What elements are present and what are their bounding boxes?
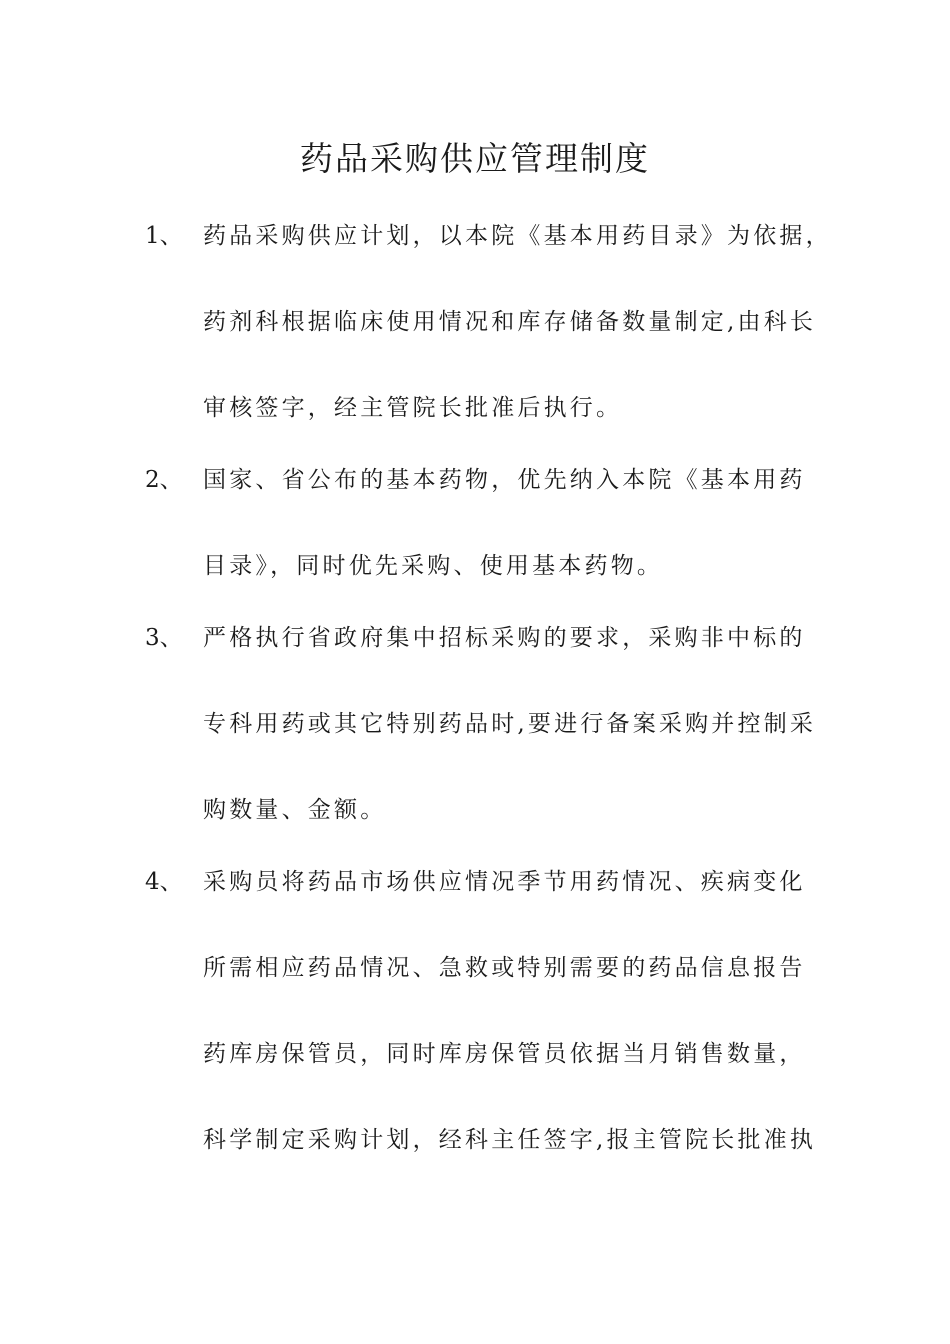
item-4-line-4: 科学制定采购计划，经科主任签字,报主管院长批准执 [203, 1127, 817, 1153]
item-1-line-1: 药品采购供应计划，以本院《基本用药目录》为依据， [203, 223, 832, 249]
item-number-4: 4、 [145, 869, 183, 895]
item-number-2: 2、 [145, 467, 183, 493]
item-1-line-3: 审核签字，经主管院长批准后执行。 [203, 395, 623, 421]
item-3-line-1: 严格执行省政府集中招标采购的要求，采购非中标的 [203, 625, 806, 651]
item-number-3: 3、 [145, 625, 183, 651]
item-1-line-2: 药剂科根据临床使用情况和库存储备数量制定,由科长 [203, 309, 817, 335]
item-2-line-2: 目录》，同时优先采购、使用基本药物。 [203, 553, 664, 579]
item-number-1: 1、 [145, 223, 183, 249]
document-title: 药品采购供应管理制度 [300, 139, 650, 178]
item-4-line-2: 所需相应药品情况、急救或特别需要的药品信息报告 [203, 955, 806, 981]
item-4-line-1: 采购员将药品市场供应情况季节用药情况、疾病变化 [203, 869, 806, 895]
item-3-line-3: 购数量、金额。 [203, 797, 387, 823]
item-2-line-1: 国家、省公布的基本药物，优先纳入本院《基本用药 [203, 467, 806, 493]
item-3-line-2: 专科用药或其它特别药品时,要进行备案采购并控制采 [203, 711, 817, 737]
item-4-line-3: 药库房保管员，同时库房保管员依据当月销售数量， [203, 1041, 806, 1067]
